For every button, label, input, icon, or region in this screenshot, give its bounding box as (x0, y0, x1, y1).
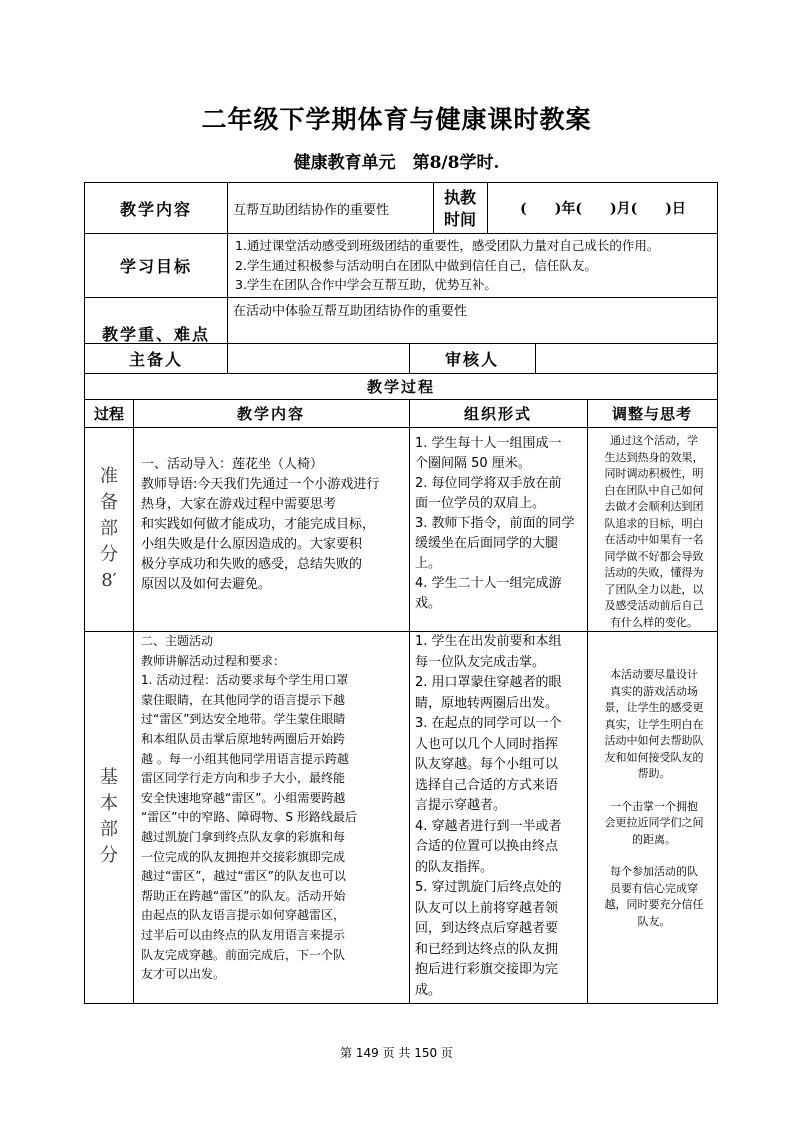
prep-form-line: 4. 学生二十人一组完成游 (415, 576, 562, 591)
basic-reflect-line: 友和如何接受队友的 (604, 750, 704, 764)
basic-content-line: 越过“雷区”，越过“雷区”的队友也可以 (141, 869, 346, 884)
col-header-stage: 过程 (93, 404, 124, 423)
prep-stage (85, 427, 133, 631)
basic-form-line: 1. 学生在出发前要和本组 (415, 634, 562, 649)
goals-label: 学习目标 (119, 256, 192, 276)
basic-reflect-line: 景，让学生的感受更 (604, 701, 704, 714)
prep-form (415, 434, 587, 630)
basic-stage (85, 631, 133, 1003)
basic-reflect-line: 每个参加活动的队 (610, 865, 698, 878)
key-points-label: 教学重、难点 (101, 324, 210, 343)
basic-content-line: 越 。每一小组其他同学用语言提示跨越 (141, 751, 349, 766)
basic-reflect-line: 队友。 (637, 914, 671, 928)
basic-reflect-line: 越，同时要充分信任 (604, 898, 704, 911)
prep-reflect-line: 白在团队中自己如何 (604, 483, 704, 497)
basic-content-line: 二、主题活动 (141, 634, 214, 648)
key-points-value: 在活动中体验互帮互助团结协作的重要性 (233, 304, 468, 319)
basic-form-line: 队友穿越。每个小组可以 (415, 757, 559, 772)
prep-reflect-line: 有什么样的变化。 (610, 615, 698, 629)
basic-content-line: 过半后可以由终点的队友用语言来提示 (141, 927, 346, 942)
basic-reflect-spacer (591, 848, 717, 864)
col-divider (487, 183, 488, 233)
basic-content-line: 一位完成的队友拥抱并交接彩旗即完成 (141, 849, 346, 864)
basic-reflect-line: 真实的游戏活动场 (610, 684, 698, 698)
prep-content-line: 小组失败是什么原因造成的。大家要积 (141, 537, 363, 552)
prep-content-line: 原因以及如何去避免。 (141, 577, 272, 592)
basic-form-line: 2. 用口罩蒙住穿越者的眼 (415, 675, 562, 690)
teaching-time-label (433, 185, 487, 233)
basic-reflect-line: 会更拉近同学们之间 (604, 816, 704, 829)
basic-stage-char: 基 (100, 767, 118, 788)
prep-content-line: 和实践如何做才能成功，才能完成目标， (141, 517, 376, 532)
content-label: 教学内容 (119, 199, 192, 219)
basic-reflect-line: 的距离。 (632, 832, 676, 846)
prep-reflect-line: 在活动中如果有一名 (604, 533, 704, 546)
col-divider (133, 399, 134, 1003)
preparer-label: 主备人 (128, 349, 183, 369)
basic-content-line: 和本组队员击掌后原地转两圈后开始跨 (141, 731, 346, 746)
prep-reflect (591, 433, 717, 630)
basic-form-line: 队友可以上前将穿越者领 (415, 900, 559, 916)
prep-reflect-line: 通过这个活动，学 (610, 434, 698, 447)
basic-form-line: 回，到达终点后穿越者要 (415, 921, 559, 936)
prep-content-line: 教师导语:今天我们先通过一个小游戏进行 (141, 477, 380, 492)
basic-content-line: 队友完成穿越。前面完成后，下一个队 (141, 947, 346, 962)
basic-content-line: 雷区同学行走方向和步子大小，最终能 (141, 771, 346, 786)
basic-stage-char: 部 (100, 819, 118, 840)
basic-form-line: 言提示穿越者。 (415, 798, 507, 813)
prep-form-line: 上。 (415, 556, 442, 571)
teaching-date-value: ( )年( )月( )日 (520, 201, 686, 217)
basic-content-line: “雷区”中的窄路、障碍物、S 形路线最后 (141, 810, 357, 825)
col-header-form: 组织形式 (463, 404, 532, 423)
basic-form-line: 睛，原地转两圈后出发。 (415, 695, 559, 711)
basic-reflect-line: 活动中如何去帮助队 (604, 734, 704, 747)
basic-reflect-line: 一个击掌一个拥抱 (610, 799, 698, 813)
basic-form-line: 和已经到达终点的队友拥 (415, 941, 559, 957)
prep-stage-char: 部 (100, 518, 118, 539)
prep-reflect-line: 队追求的目标，明白 (604, 516, 704, 530)
prep-reflect-line: 生达到热身的效果， (604, 450, 704, 464)
basic-content-line: 越过凯旋门拿到终点队友拿的彩旗和每 (141, 829, 346, 844)
basic-reflect-line: 真实，让学生明白在 (604, 717, 704, 731)
process-title: 教学过程 (366, 377, 435, 396)
basic-content-line: 1. 活动过程：活动要求每个学生用口罩 (141, 673, 349, 688)
basic-content-line: 蒙住眼睛，在其他同学的语言提示下越 (141, 692, 346, 707)
prep-content-line: 一、活动导入：莲花坐（人椅） (141, 457, 324, 472)
basic-reflect-spacer (591, 783, 717, 799)
basic-form-line: 抱后进行彩旗交接即为完 (415, 962, 559, 977)
prep-form-line: 1. 学生每十人一组围成一 (415, 436, 562, 451)
basic-form-line: 合适的位置可以换由终点 (415, 839, 559, 854)
basic-stage-char: 分 (100, 845, 118, 866)
goal-item: 2.学生通过积极参与活动明白在团队中做到信任自己，信任队友。 (235, 257, 597, 273)
col-divider (409, 399, 410, 1003)
reviewer-label: 审核人 (444, 349, 499, 369)
basic-content-line: 友才可以出发。 (141, 967, 226, 982)
basic-form-line: 4. 穿越者进行到一半或者 (415, 818, 562, 834)
prep-stage-char: 分 (100, 544, 118, 565)
basic-form-line: 5. 穿过凯旋门后终点处的 (415, 880, 562, 895)
col-divider (587, 399, 588, 1003)
basic-form-line: 每一位队友完成击掌。 (415, 654, 546, 670)
basic-content-line: 安全快速地穿越“雷区”。小组需要跨越 (141, 790, 346, 805)
basic-form-line: 人也可以几个人同时指挥 (415, 736, 559, 752)
prep-form-line: 面一位学员的双肩上。 (415, 496, 546, 511)
prep-content-line: 热身，大家在游戏过程中需要思考 (141, 497, 337, 512)
col-divider (227, 343, 228, 373)
lesson-plan-table (84, 182, 718, 1004)
prep-reflect-line: 同学做不好都会导致 (604, 549, 704, 563)
prep-reflect-line: 活动的失败，懂得为 (604, 566, 704, 579)
prep-form-line: 2. 每位同学将双手放在前 (415, 476, 562, 491)
content-value: 互帮互助团结协作的重要性 (233, 203, 390, 218)
prep-reflect-line: 去做才会顺利达到团 (604, 500, 704, 513)
col-header-content: 教学内容 (236, 404, 305, 423)
basic-reflect-line: 帮助。 (637, 767, 671, 780)
teaching-time-label-line1: 执教 (443, 188, 476, 207)
basic-form (415, 632, 587, 1002)
prep-stage-char: 准 (100, 466, 118, 487)
row-divider (85, 427, 717, 428)
basic-reflect-line: 本活动要尽量设计 (610, 668, 698, 681)
prep-reflect-line: 及感受活动前后自己 (604, 599, 704, 612)
basic-content-line: 由起点的队友语言提示如何穿越雷区， (141, 908, 346, 923)
basic-form-line: 成。 (415, 982, 442, 998)
basic-stage-char: 本 (100, 793, 118, 814)
prep-reflect-line: 了团队全力以赴，以 (604, 582, 704, 596)
prep-stage-char: 备 (100, 492, 118, 513)
col-divider (227, 233, 228, 343)
basic-reflect (591, 667, 717, 1001)
basic-content-line: 帮助正在跨越“雷区”的队友。活动开始 (141, 888, 346, 903)
goals-list (235, 236, 715, 296)
teaching-time-label-line2: 时间 (443, 210, 476, 229)
prep-content-line: 极分享成功和失败的感受，总结失败的 (141, 557, 363, 572)
basic-content-line: 过“雷区”到达安全地带。学生蒙住眼睛 (141, 712, 346, 727)
col-divider (535, 343, 536, 373)
prep-content (141, 455, 409, 630)
col-divider (227, 183, 228, 233)
basic-content-line: 教师讲解活动过程和要求： (141, 653, 286, 668)
prep-form-line: 3. 教师下指令，前面的同学 (415, 516, 575, 531)
page-subtitle: 健康教育单元 第8/8学时. (293, 153, 500, 173)
basic-reflect-line: 员要有信心完成穿 (610, 881, 698, 895)
prep-form-line: 戏。 (415, 596, 442, 611)
page-footer: 第 149 页 共 150 页 (340, 1046, 453, 1060)
basic-form-line: 选择自己合适的方式来语 (415, 777, 559, 793)
goal-item: 3.学生在团队合作中学会互帮互助，优势互补。 (235, 277, 497, 292)
prep-form-line: 缓缓坐在后面同学的大腿 (415, 536, 559, 551)
basic-form-line: 的队友指挥。 (415, 859, 494, 875)
basic-content (141, 632, 409, 1002)
prep-reflect-line: 同时调动积极性，明 (604, 467, 704, 480)
goal-item: 1.通过课堂活动感受到班级团结的重要性，感受团队力量对自己成长的作用。 (235, 238, 660, 253)
col-header-reflect: 调整与思考 (611, 404, 692, 423)
prep-form-line: 个圈间隔 50 厘米。 (415, 456, 531, 471)
basic-form-line: 3. 在起点的同学可以一个 (415, 716, 562, 731)
page-title: 二年级下学期体育与健康课时教案 (201, 105, 592, 134)
prep-stage-char: 8′ (101, 570, 117, 591)
